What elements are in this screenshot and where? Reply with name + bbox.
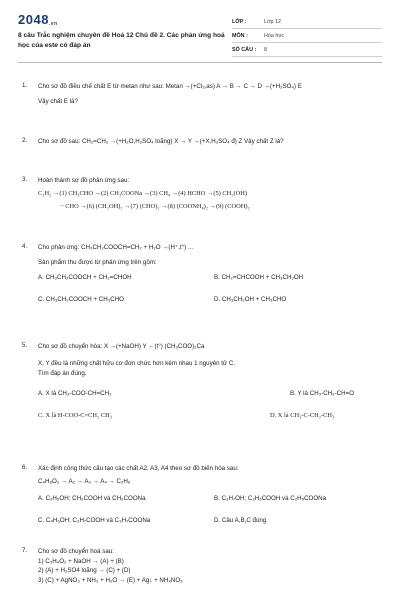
answer-option-c[interactable]: C. CH₃CH₂COOCH + CH₃CHO — [38, 295, 124, 303]
meta-value: Lớp 12 — [264, 18, 282, 25]
question-line: Cho phản ứng: CH₃CH₂COOCH=CH₂ + H₂O →(H⁺,t°) ... — [38, 244, 194, 251]
question-1 — [22, 82, 382, 107]
answer-option-d[interactable]: D. CH₃CH₂OH + CH₃CHO — [214, 295, 287, 303]
site-logo[interactable] — [18, 12, 232, 27]
answer-option-a[interactable]: A. CH₃CH₂COOCH + CH₂=CHOH — [38, 273, 132, 281]
question-6 — [22, 464, 382, 535]
answer-option-b[interactable]: B. C₃H₇OH; C₂H₅COOH và C₂H₅COONa — [214, 494, 327, 502]
question-line: Cho sơ đồ sau: CH₂=CH₂ →(+H₂O,H₂SO₄ loãng) X → Y →(+X,H₂SO₄ đ) Z Vậy chất Z là? — [38, 138, 284, 145]
question-line: 2) (A) + H₂SO4 loãng → (C) + (D) — [38, 567, 131, 575]
answer-option-b[interactable]: B. CH₂=CHCOOH + CH₃CH₂OH — [214, 273, 304, 281]
answer-option-d[interactable]: D. Câu A,B,C đúng — [214, 516, 267, 524]
question-4 — [22, 243, 382, 314]
answer-option-b[interactable]: B. Y là CH₃-CH₂-CH=O — [290, 389, 355, 397]
question-5 — [22, 342, 382, 450]
answer-option-a[interactable]: A. C₂H₅OH; CH₃COOH và CH₃COONa — [38, 494, 146, 502]
answer-option-a[interactable]: A. X là CH₃-COO-CH=CH₂ — [38, 389, 112, 397]
question-line: C₂H₂ →(1) CH₃CHO →(2) CH₃COONa →(3) CH₄ →(4) HCHO →(5) CH₂(OH) — [38, 190, 247, 198]
question-number: 5. — [22, 342, 28, 349]
question-line: − CHO →(6) (CH₂OH)₂ →(7) (CHO)₂ →(8) (COONH₄)₂ →(9) (COOH)₂ — [60, 202, 250, 210]
document-meta — [232, 15, 382, 56]
question-line: Tìm đáp án đúng. — [38, 369, 87, 377]
question-number: 3. — [22, 176, 28, 183]
answer-option-d[interactable]: D. X là CH₃-C-CH₂-CH₃ — [270, 411, 335, 419]
question-line: Hoàn thành sơ đồ phản ứng sau: — [38, 177, 130, 184]
document-header — [0, 0, 400, 56]
answer-option-c[interactable]: C. X là H-COO-C=CH₂ CH₃ — [38, 411, 112, 419]
meta-key: LỚP : — [232, 18, 247, 25]
question-7 — [22, 547, 382, 585]
document-title: 8 câu Trắc nghiệm chuyên đề Hoá 12 Chủ đề 2. Các phản ứng hoá học của este có đáp án — [18, 32, 225, 49]
question-line: C₄H₈O₂ → A₂ → A₃ → A₄ → C₂H₆ — [38, 478, 131, 486]
question-line: 3) (C) + AgNO₃ + NH₃ + H₂O → (E) + Ag↓ + NH₄NO₃ — [38, 576, 183, 584]
question-line: Cho sơ đồ chuyển hoá sau: — [38, 548, 114, 555]
question-number: 6. — [22, 464, 28, 471]
meta-row-subject — [232, 29, 382, 43]
answer-option-c[interactable]: C. C₄H₉OH; C₃H₇COOH và C₃H₇COONa — [38, 516, 151, 524]
question-3 — [22, 176, 382, 212]
question-line: Cho sơ đồ điều chế chất E từ metan như sau: Metan →(+Cl₂,as) A → B → C → D →(+H₂SO₄) E — [38, 83, 302, 90]
meta-value: Hóa học — [264, 32, 285, 39]
header-left — [18, 12, 232, 56]
question-line: X, Y đều là những chất hữu cơ đơn chức hơn kém nhau 1 nguyên tử C. — [38, 360, 236, 368]
question-number: 2. — [22, 137, 28, 144]
meta-key: SỐ CÂU : — [232, 46, 257, 53]
question-line: 1) C₃H₄O₂ + NaOH → (A) + (B) — [38, 557, 124, 565]
question-line: Xác định công thức cấu tạo các chất A2, A3, A4 theo sơ đồ biến hóa sau: — [38, 465, 239, 472]
logo-text: 2048 — [18, 12, 49, 27]
meta-row-count — [232, 43, 382, 57]
logo-suffix: .vn — [48, 21, 58, 27]
question-number: 1. — [22, 82, 28, 89]
question-number: 7. — [22, 547, 28, 554]
question-2 — [22, 137, 382, 146]
question-line: Cho sơ đồ chuyển hóa: X →(+NaOH) Y ←(t°) (CH₃COO)₂Ca — [38, 343, 205, 350]
meta-row-class — [232, 15, 382, 29]
question-number: 4. — [22, 243, 28, 250]
question-line: Vậy chất E là? — [38, 98, 78, 106]
meta-key: MÔN : — [232, 32, 248, 39]
header-divider — [18, 62, 382, 63]
meta-value: 8 — [264, 46, 267, 53]
question-line: Sản phẩm thu được từ phản ứng trên gồm: — [38, 259, 157, 267]
